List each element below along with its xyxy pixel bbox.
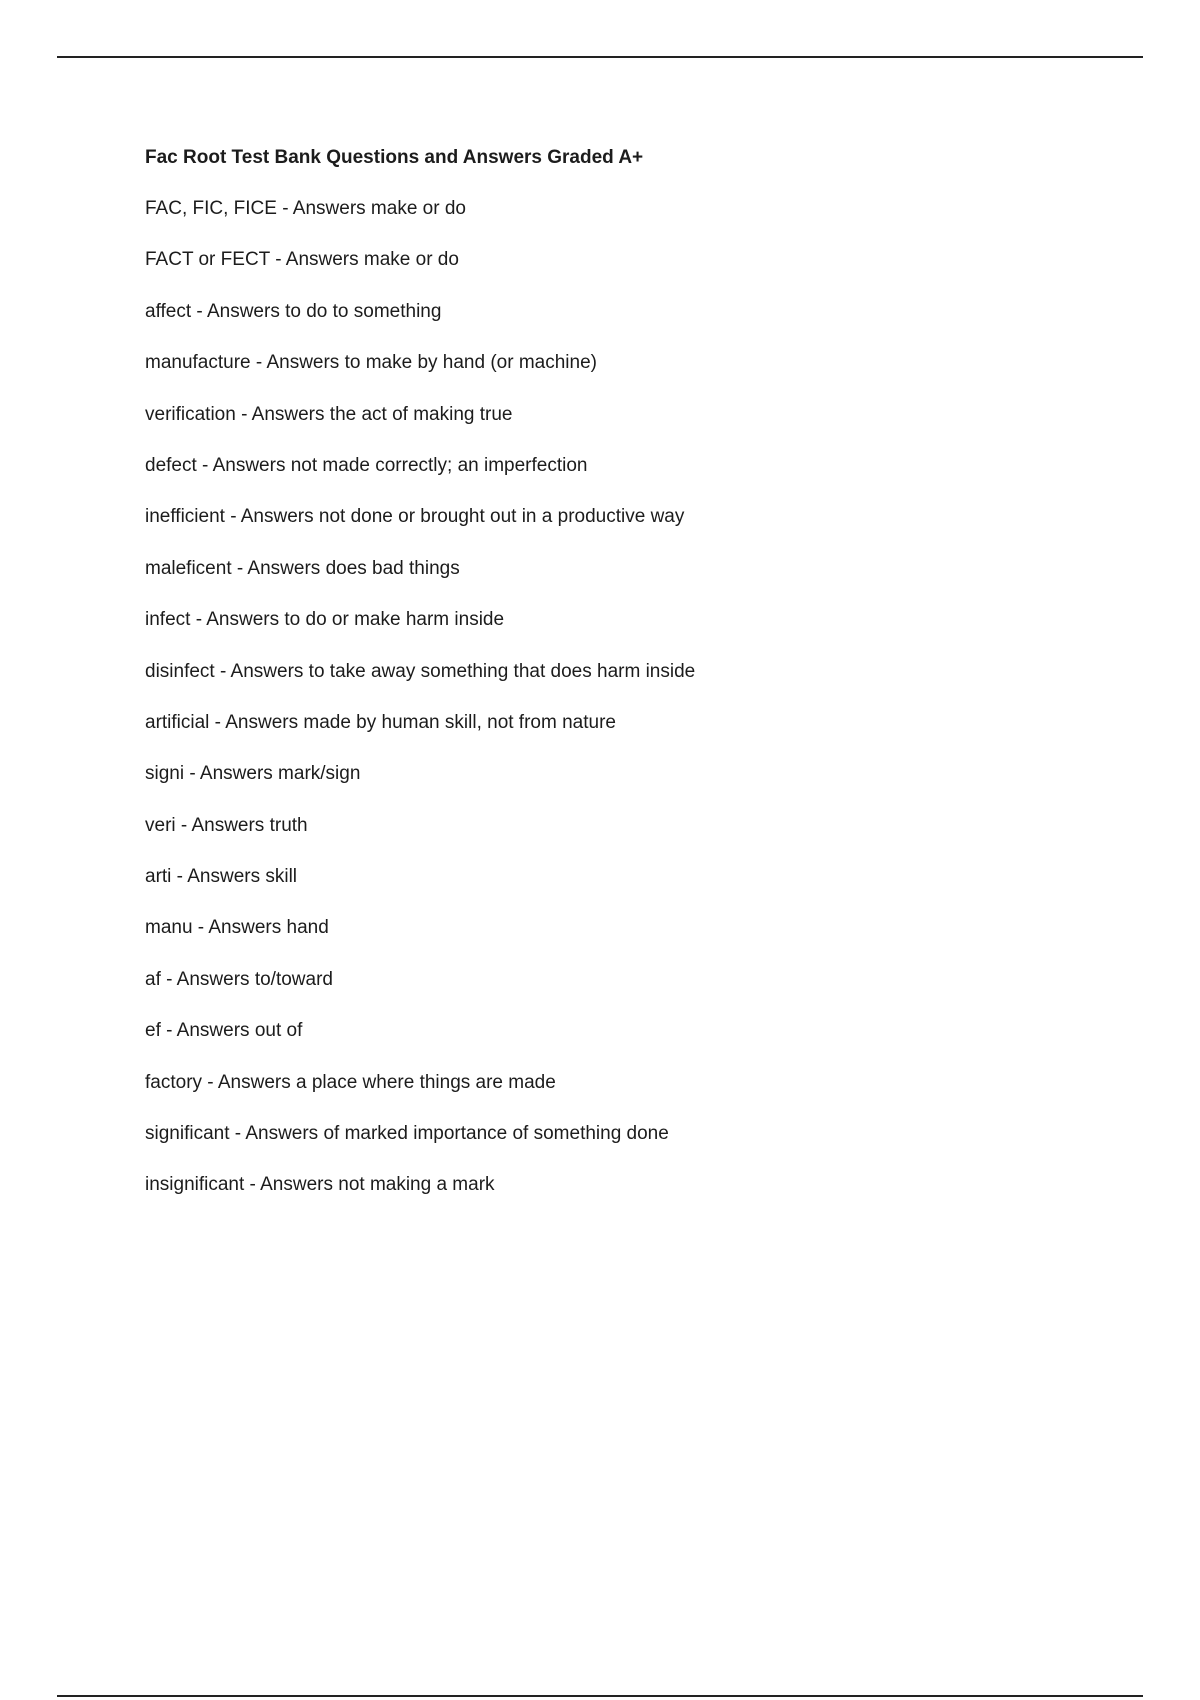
list-item: ef - Answers out of bbox=[145, 1020, 303, 1042]
list-item: signi - Answers mark/sign bbox=[145, 763, 361, 785]
list-item: insignificant - Answers not making a mark bbox=[145, 1174, 495, 1196]
list-item: manufacture - Answers to make by hand (or machine) bbox=[145, 352, 597, 374]
document-title: Fac Root Test Bank Questions and Answers Graded A+ bbox=[145, 147, 644, 168]
term-list bbox=[145, 196, 695, 1224]
list-item: infect - Answers to do or make harm inside bbox=[145, 609, 505, 631]
list-item: af - Answers to/toward bbox=[145, 968, 333, 990]
list-item: inefficient - Answers not done or brought out in a productive way bbox=[145, 506, 685, 528]
list-item: maleficent - Answers does bad things bbox=[145, 557, 460, 579]
header-rule bbox=[57, 56, 1143, 58]
list-item: defect - Answers not made correctly; an imperfection bbox=[145, 454, 588, 476]
list-item: affect - Answers to do to something bbox=[145, 300, 442, 322]
list-item: verification - Answers the act of making true bbox=[145, 403, 513, 425]
list-item: significant - Answers of marked importance of something done bbox=[145, 1123, 669, 1145]
list-item: FAC, FIC, FICE - Answers make or do bbox=[145, 198, 466, 219]
list-item: manu - Answers hand bbox=[145, 917, 329, 939]
list-item: disinfect - Answers to take away something that does harm inside bbox=[145, 660, 696, 682]
list-item: factory - Answers a place where things are made bbox=[145, 1071, 556, 1093]
list-item: FACT or FECT - Answers make or do bbox=[145, 249, 459, 271]
footer-rule bbox=[57, 1695, 1143, 1697]
list-item: veri - Answers truth bbox=[145, 814, 308, 836]
list-item: arti - Answers skill bbox=[145, 866, 298, 888]
list-item: artificial - Answers made by human skill, not from nature bbox=[145, 711, 616, 733]
